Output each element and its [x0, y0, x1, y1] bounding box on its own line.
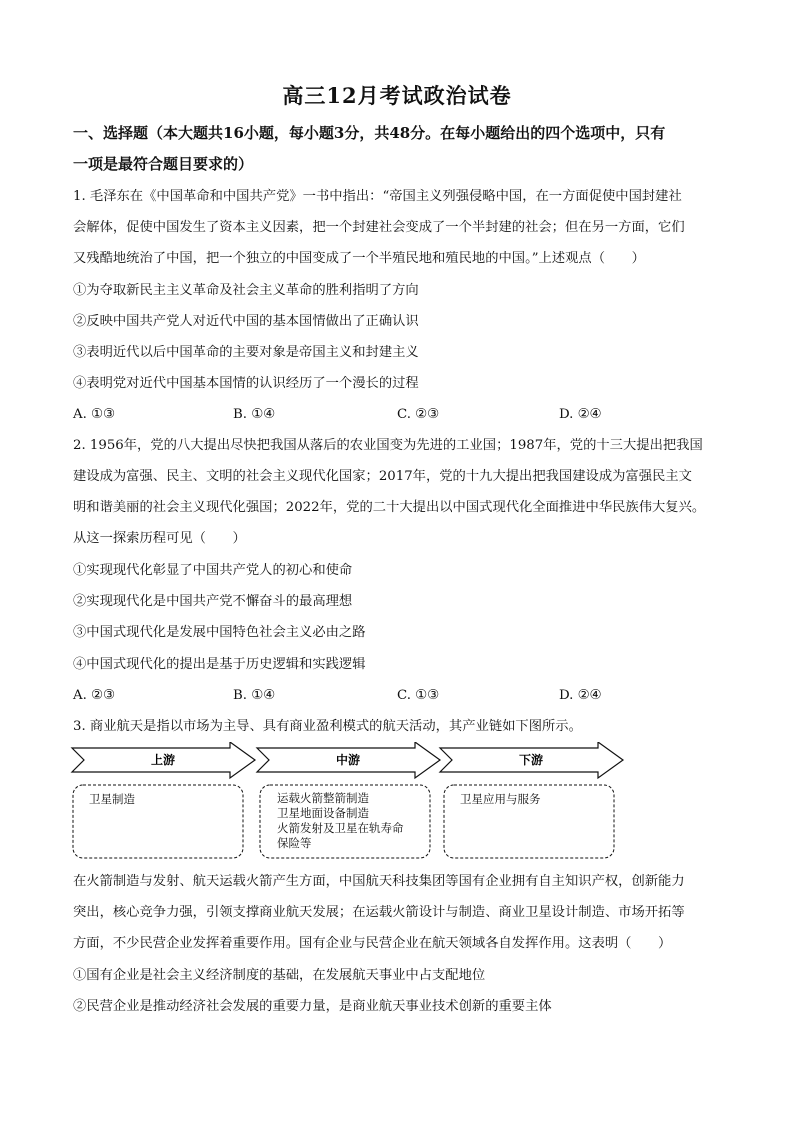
q2-statement-2: ②实现现代化是中国共产党不懈奋斗的最高理想 [73, 594, 353, 609]
q2-stem-line-2: 建设成为富强、民主、文明的社会主义现代化国家；2017年，党的十九大提出把我国建设成为富强民主文 [73, 469, 692, 484]
page-title: 高三12月考试政治试卷 [282, 83, 512, 108]
q2-option-a[interactable]: A. ②③ [73, 688, 115, 703]
q2-stem-line-4: 从这一探索历程可见（ ） [73, 531, 246, 546]
upstream-arrow [72, 742, 255, 778]
upstream-box [73, 785, 243, 858]
q1-option-a[interactable]: A. ①③ [73, 407, 115, 422]
q3-body-line-1: 在火箭制造与发射、航天运载火箭产生方面，中国航天科技集团等国有企业拥有自主知识产权，创新能力 [73, 874, 685, 889]
q2-statement-1: ①实现现代化彰显了中国共产党人的初心和使命 [73, 563, 353, 578]
section-heading-line-1: 一、选择题（本大题共16小题，每小题3分，共48分。在每小题给出的四个选项中，只有 [73, 124, 666, 142]
midstream-item-4: 保险等 [277, 836, 312, 850]
downstream-item-1: 卫星应用与服务 [460, 792, 541, 806]
q1-statement-3: ③表明近代以后中国革命的主要对象是帝国主义和封建主义 [73, 345, 419, 360]
q3-statement-1: ①国有企业是社会主义经济制度的基础，在发展航天事业中占支配地位 [73, 968, 486, 983]
q1-stem-line-1: 1. 毛泽东在《中国革命和中国共产党》一书中指出：“帝国主义列强侵略中国，在一方面促使中国封建社 [73, 189, 682, 204]
q1-stem-line-3: 又残酷地统治了中国，把一个独立的中国变成了一个半殖民地和殖民地的中国。”上述观点（ ） [73, 251, 645, 266]
q2-option-d[interactable]: D. ②④ [559, 688, 602, 703]
q2-statement-4: ④中国式现代化的提出是基于历史逻辑和实践逻辑 [73, 657, 366, 672]
q1-statement-4: ④表明党对近代中国基本国情的认识经历了一个漫长的过程 [73, 376, 419, 391]
upstream-label: 上游 [150, 753, 176, 767]
midstream-arrow [257, 742, 440, 778]
upstream-item-1: 卫星制造 [89, 792, 135, 806]
midstream-item-2: 卫星地面设备制造 [277, 806, 369, 820]
q1-statement-1: ①为夺取新民主主义革命及社会主义革命的胜利指明了方向 [73, 283, 419, 298]
q3-statement-2: ②民营企业是推动经济社会发展的重要力量，是商业航天事业技术创新的重要主体 [73, 999, 552, 1014]
q2-option-b[interactable]: B. ①④ [233, 688, 276, 703]
section-heading-line-2: 一项是最符合题目要求的） [73, 155, 254, 173]
industry-chain-diagram [70, 742, 630, 862]
midstream-label: 中游 [335, 753, 361, 767]
q3-body-line-2: 突出，核心竞争力强，引领支撑商业航天发展；在运载火箭设计与制造、商业卫星设计制造、市场开拓等 [73, 905, 685, 920]
midstream-item-3: 火箭发射及卫星在轨寿命 [277, 821, 404, 835]
q2-stem-line-3: 明和谐美丽的社会主义现代化强国；2022年，党的二十大提出以中国式现代化全面推进中华民族伟大复兴。 [73, 500, 706, 515]
downstream-arrow [440, 742, 623, 778]
q3-stem-line-1: 3. 商业航天是指以市场为主导、具有商业盈利模式的航天活动，其产业链如下图所示。 [73, 719, 582, 734]
q2-option-c[interactable]: C. ①③ [397, 688, 439, 703]
q1-option-b[interactable]: B. ①④ [233, 407, 276, 422]
section-heading [73, 118, 723, 180]
q1-statement-2: ②反映中国共产党人对近代中国的基本国情做出了正确认识 [73, 314, 419, 329]
downstream-box [444, 785, 614, 858]
q2-stem-line-1: 2. 1956年，党的八大提出尽快把我国从落后的农业国变为先进的工业国；1987年，党的十三大提出把我国 [73, 438, 703, 453]
q1-stem-line-2: 会解体，促使中国发生了资本主义因素，把一个封建社会变成了一个半封建的社会；但在另一方面，它们 [73, 220, 685, 235]
midstream-item-1: 运载火箭整箭制造 [277, 791, 369, 805]
midstream-box [260, 785, 430, 858]
q1-option-c[interactable]: C. ②③ [397, 407, 439, 422]
q3-body-line-3: 方面，不少民营企业发挥着重要作用。国有企业与民营企业在航天领域各自发挥作用。这表明（ ） [73, 936, 672, 951]
downstream-label: 下游 [518, 753, 544, 767]
q2-statement-3: ③中国式现代化是发展中国特色社会主义必由之路 [73, 625, 366, 640]
q1-option-d[interactable]: D. ②④ [559, 407, 602, 422]
